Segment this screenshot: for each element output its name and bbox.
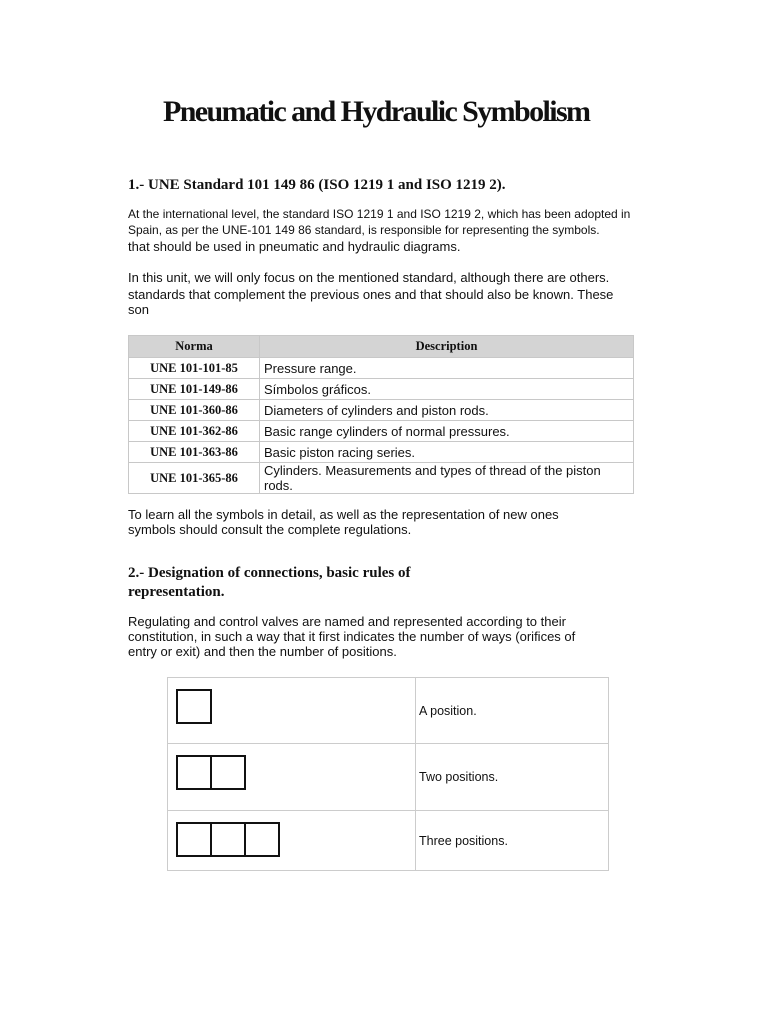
section-1-paragraph-2-line-3: son — [128, 302, 149, 317]
table-row — [129, 442, 634, 463]
position-symbol-cell — [168, 811, 416, 871]
standards-table — [128, 335, 634, 494]
section-1-paragraph-1-line-3: that should be used in pneumatic and hydraulic diagrams. — [128, 239, 461, 254]
table-row — [129, 358, 634, 379]
standard-description: Símbolos gráficos. — [260, 379, 634, 400]
two-positions-symbol — [176, 755, 415, 790]
section-1-paragraph-3-line-2: symbols should consult the complete regulations. — [128, 522, 412, 537]
table-row — [168, 811, 609, 871]
section-1-paragraph-2-line-2: standards that complement the previous ones and that should also be known. These — [128, 287, 614, 302]
positions-table — [167, 677, 609, 871]
position-box — [176, 689, 212, 724]
section-1-paragraph-2-line-1: In this unit, we will only focus on the mentioned standard, although there are others. — [128, 270, 610, 285]
standard-code: UNE 101-363-86 — [129, 442, 260, 463]
section-2-heading-line-2: representation. — [128, 584, 225, 600]
standard-description: Cylinders. Measurements and types of thread of the piston rods. — [260, 463, 634, 494]
section-1-paragraph-1-line-2: Spain, as per the UNE-101 149 86 standard, is responsible for representing the symbols. — [128, 223, 600, 237]
position-symbol-cell — [168, 678, 416, 744]
position-label: A position. — [416, 678, 609, 744]
table-row — [129, 400, 634, 421]
standard-code: UNE 101-360-86 — [129, 400, 260, 421]
column-header-norma: Norma — [129, 336, 260, 358]
position-box — [176, 822, 212, 857]
standard-code: UNE 101-362-86 — [129, 421, 260, 442]
section-1-paragraph-1-line-1: At the international level, the standard ISO 1219 1 and ISO 1219 2, which has been adopted in — [128, 207, 631, 221]
table-row — [129, 379, 634, 400]
position-box — [210, 755, 246, 790]
standard-description: Basic range cylinders of normal pressures. — [260, 421, 634, 442]
position-box — [176, 755, 212, 790]
table-row — [129, 421, 634, 442]
one-position-symbol — [176, 689, 415, 724]
section-1-heading: 1.- UNE Standard 101 149 86 (ISO 1219 1 and ISO 1219 2). — [128, 177, 506, 193]
position-box — [210, 822, 246, 857]
position-label: Three positions. — [416, 811, 609, 871]
standard-code: UNE 101-149-86 — [129, 379, 260, 400]
three-positions-symbol — [176, 822, 415, 857]
section-2-paragraph-line-1: Regulating and control valves are named and represented according to their — [128, 614, 566, 629]
table-row — [168, 744, 609, 811]
position-symbol-cell — [168, 744, 416, 811]
position-box — [244, 822, 280, 857]
table-row — [168, 678, 609, 744]
section-2-paragraph-line-3: entry or exit) and then the number of positions. — [128, 644, 397, 659]
standard-description: Diameters of cylinders and piston rods. — [260, 400, 634, 421]
section-1-paragraph-3-line-1: To learn all the symbols in detail, as well as the representation of new ones — [128, 507, 559, 522]
column-header-description: Description — [260, 336, 634, 358]
standard-description: Pressure range. — [260, 358, 634, 379]
section-2-paragraph-line-2: constitution, in such a way that it first indicates the number of ways (orifices of — [128, 629, 576, 644]
page-title: Pneumatic and Hydraulic Symbolism — [163, 95, 590, 128]
section-2-heading-line-1: 2.- Designation of connections, basic rules of — [128, 565, 411, 581]
position-label: Two positions. — [416, 744, 609, 811]
standard-code: UNE 101-101-85 — [129, 358, 260, 379]
table-row — [129, 463, 634, 494]
table-header-row — [129, 336, 634, 358]
standard-code: UNE 101-365-86 — [129, 463, 260, 494]
standard-description: Basic piston racing series. — [260, 442, 634, 463]
